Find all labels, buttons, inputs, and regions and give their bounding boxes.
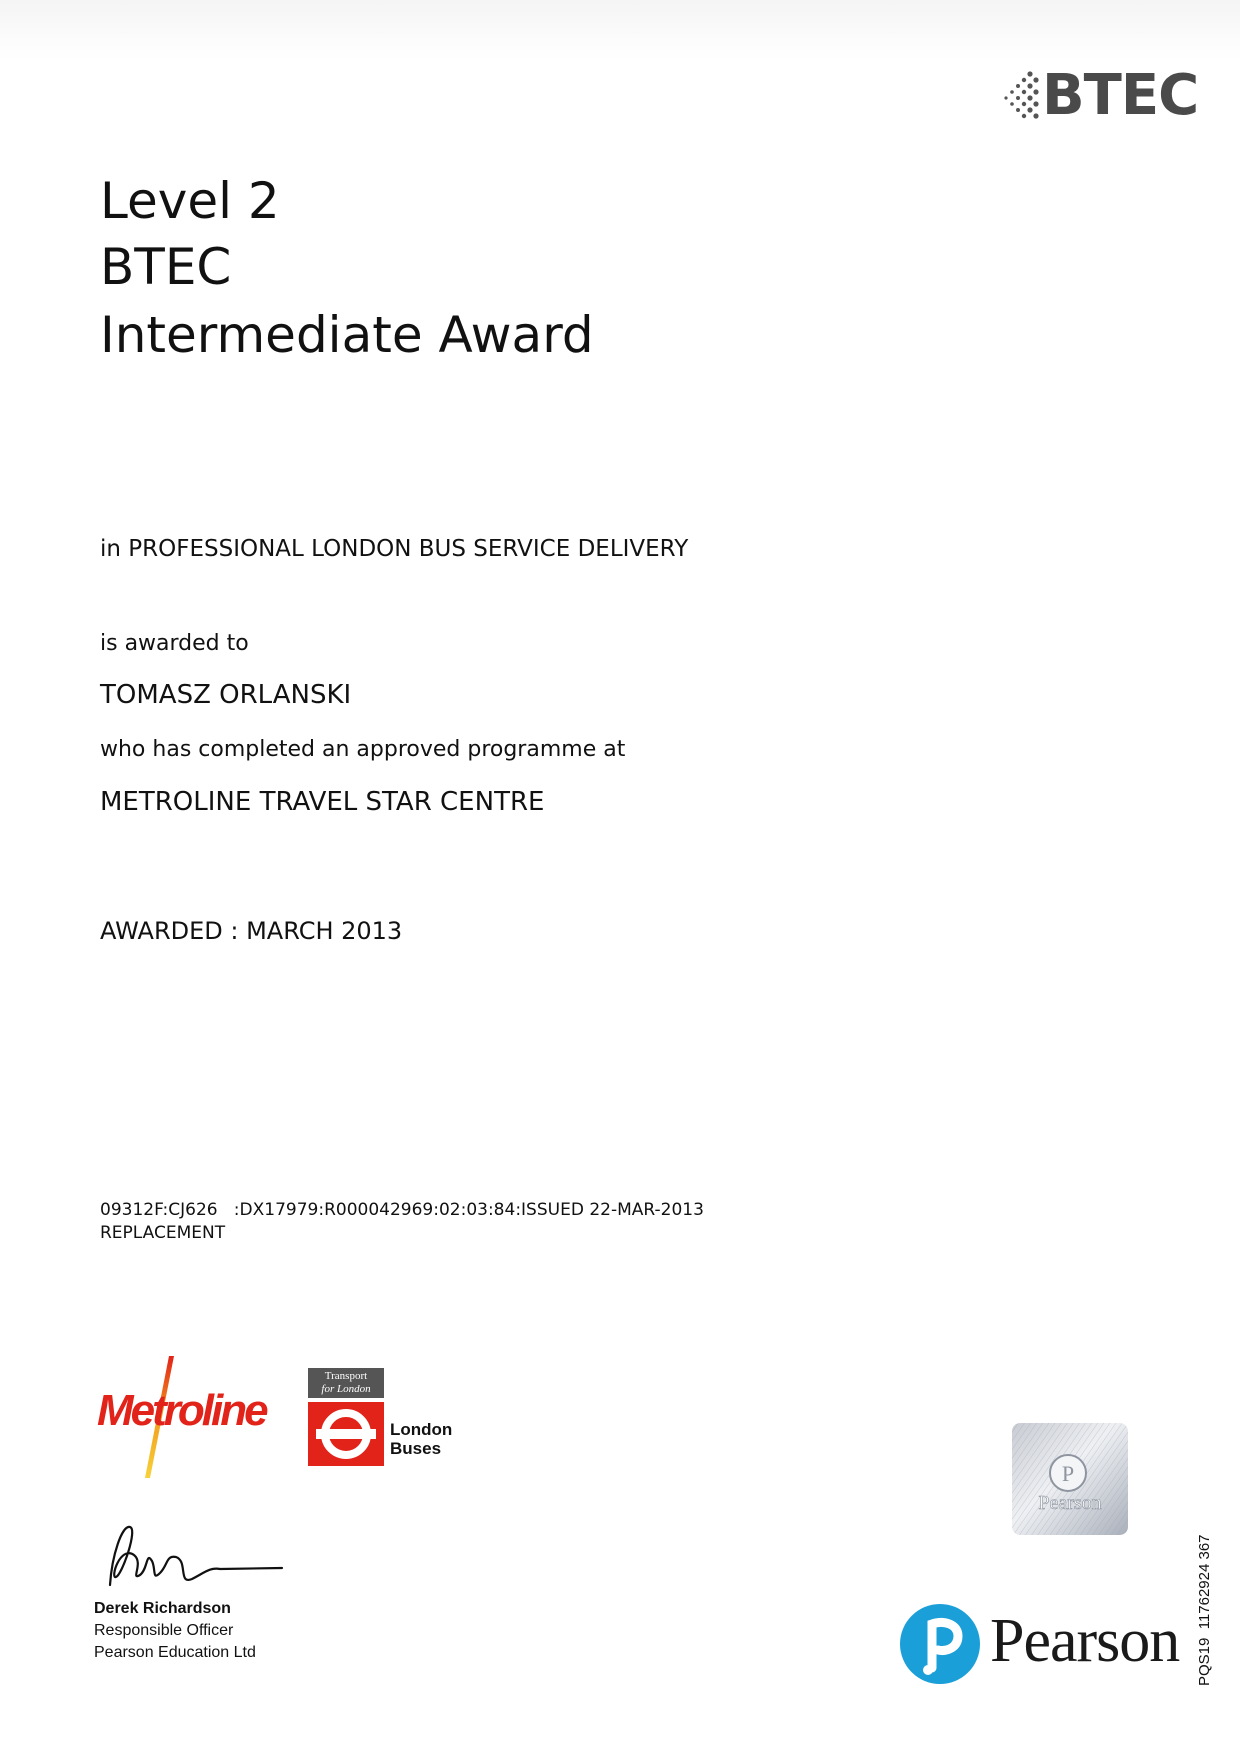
awarded-to-label: is awarded to (100, 631, 249, 656)
metroline-wordmark: Metroline (97, 1386, 266, 1435)
pearson-wordmark: Pearson (990, 1607, 1180, 1675)
pearson-hologram (1012, 1423, 1128, 1535)
tfl-line1: Transport (324, 1370, 368, 1382)
signatory-role: Responsible Officer (94, 1622, 234, 1639)
awarded-date: AWARDED : MARCH 2013 (100, 917, 403, 945)
completed-label: who has completed an approved programme at (100, 737, 626, 762)
pearson-logo (898, 1602, 1188, 1692)
qualification-title (100, 168, 594, 368)
svg-text:P: P (1061, 1461, 1075, 1486)
subject-line (100, 536, 688, 562)
subject-prefix: in (100, 536, 121, 562)
certificate-code: PQS19 11762924 367 (1196, 1534, 1213, 1686)
btec-logo (1000, 63, 1200, 128)
centre-name: METROLINE TRAVEL STAR CENTRE (100, 787, 545, 817)
tfl-header (308, 1368, 384, 1398)
reference-line: 09312F:CJ626 :DX17979:R000042969:02:03:84:ISSUED 22-MAR-2013 (100, 1200, 704, 1220)
hologram-text: Pearson (1038, 1492, 1102, 1514)
metroline-logo (95, 1356, 285, 1481)
replacement-label: REPLACEMENT (100, 1223, 226, 1243)
pearson-p-icon (898, 1602, 982, 1686)
recipient-name: TOMASZ ORLANSKI (100, 680, 352, 710)
subject-name: PROFESSIONAL LONDON BUS SERVICE DELIVERY (128, 536, 689, 562)
london-buses-label (390, 1420, 452, 1458)
signatory-organisation: Pearson Education Ltd (94, 1644, 256, 1661)
scan-shading (0, 0, 1240, 60)
tfl-line2: for London (321, 1383, 371, 1395)
signature-image (100, 1515, 290, 1595)
title-award: Intermediate Award (100, 306, 594, 364)
roundel-icon (308, 1402, 384, 1466)
london-buses-line2: Buses (390, 1439, 442, 1458)
london-buses-logo (308, 1368, 468, 1468)
london-buses-line1: London (390, 1420, 453, 1439)
btec-dots-icon (1000, 66, 1042, 126)
title-btec: BTEC (100, 238, 232, 296)
signatory-name: Derek Richardson (94, 1600, 231, 1617)
title-level: Level 2 (100, 172, 280, 230)
btec-logo-text: BTEC (1042, 63, 1199, 128)
signatory-block (94, 1598, 256, 1664)
